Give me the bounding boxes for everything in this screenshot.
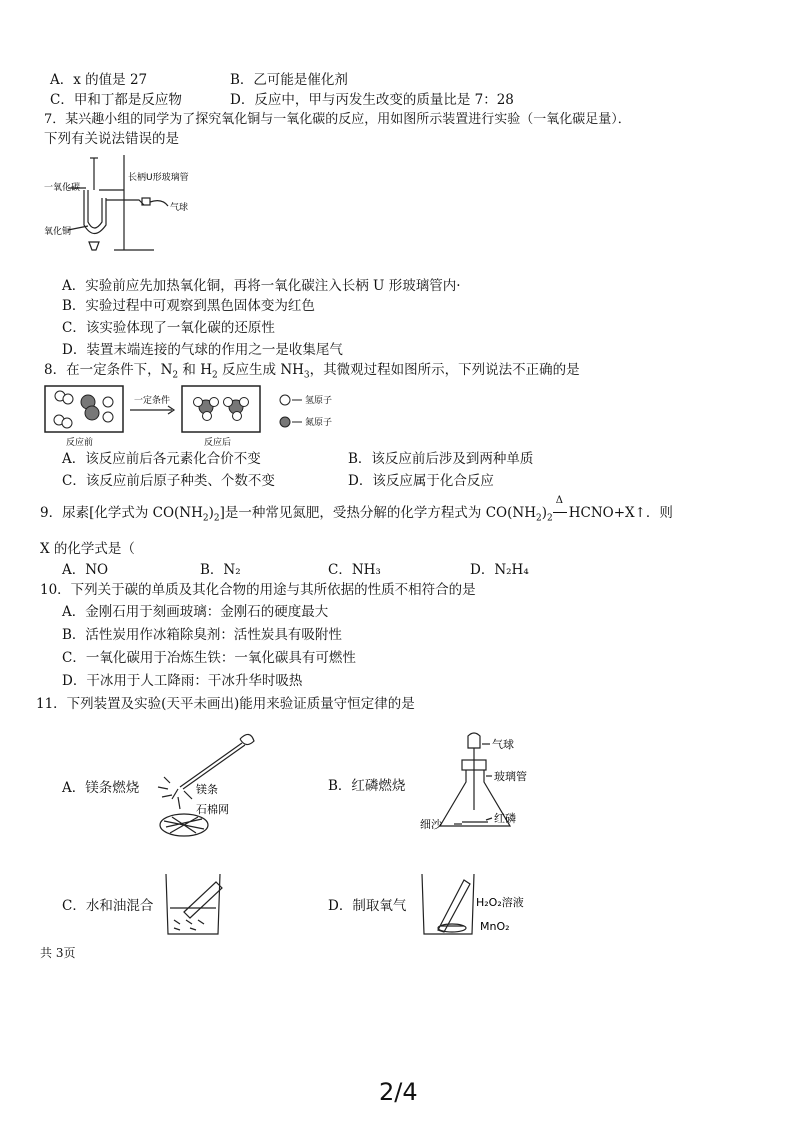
q11d-label-mno2: MnO₂ xyxy=(480,920,510,933)
q9-option-d: D．N₂H₄ xyxy=(470,562,529,578)
q9-option-a: A．NO xyxy=(62,562,109,578)
q6-option-d: D．反应中，甲与丙发生改变的质量比是 7：28 xyxy=(230,92,514,108)
footer-total-pages: 共 3页 xyxy=(40,946,76,960)
q8-option-a: A．该反应前后各元素化合价不变 xyxy=(62,451,261,467)
q8-stem: 8．在一定条件下，$N_2$ 和 $H_2$ 反应生成 $NH_3$，其微观过程如图所示，下列说法不正确的是 xyxy=(44,362,580,381)
q7-label-balloon: 气球 xyxy=(170,203,189,213)
q7-label-co: 一氧化碳 xyxy=(44,183,81,193)
q11-option-c: C．水和油混合 xyxy=(62,898,154,914)
q7-stem-line1: 7．某兴趣小组的同学为了探究氧化铜与一氧化碳的反应，用如图所示装置进行实验（一氧化碳足量）． xyxy=(44,112,631,127)
page-number: 2/4 xyxy=(379,1078,418,1106)
q11c-water-oil-figure xyxy=(160,868,232,940)
q9-heat-symbol: Δ xyxy=(555,495,563,506)
q11a-label-gauze: 石棉网 xyxy=(196,803,229,816)
q6-option-b: B．乙可能是催化剂 xyxy=(230,72,348,88)
q8-option-c: C．该反应前后原子种类、个数不变 xyxy=(62,473,275,489)
q9-option-b: B．N₂ xyxy=(200,562,241,578)
q8-after-label: 反应后 xyxy=(204,438,232,448)
q7-option-b: B．实验过程中可观察到黑色固体变为红色 xyxy=(62,298,315,314)
q8-arrow-label: 一定条件 xyxy=(134,396,171,406)
q10-option-b: B．活性炭用作冰箱除臭剂：活性炭具有吸附性 xyxy=(62,627,342,643)
q11-option-d: D．制取氧气 xyxy=(328,898,407,914)
q11b-label-red-phosphorus: 红磷 xyxy=(494,812,516,825)
q7-label-tube: 长柄U形玻璃管 xyxy=(128,173,189,183)
q8-option-b: B．该反应前后涉及到两种单质 xyxy=(348,451,534,467)
q11b-label-glass-tube: 玻璃管 xyxy=(494,770,527,783)
q8-micro-diagram xyxy=(44,383,374,449)
q11b-phosphorus-figure xyxy=(418,730,548,840)
q7-option-d: D．装置末端连接的气球的作用之一是收集尾气 xyxy=(62,342,343,358)
q11a-magnesium-figure xyxy=(150,725,280,845)
q6-option-a: A．x 的值是 27 xyxy=(50,72,148,88)
q10-stem: 10．下列关于碳的单质及其化合物的用途与其所依据的性质不相符合的是 xyxy=(40,582,476,598)
q11-option-a: A．镁条燃烧 xyxy=(62,780,140,796)
q11-option-b: B．红磷燃烧 xyxy=(328,778,406,794)
q11b-label-sand: 细沙 xyxy=(420,818,442,831)
q11d-oxygen-figure xyxy=(418,870,548,942)
q9-stem: 9．尿素[化学式为 $CO(NH_2)_2$]是一种常见氮肥，受热分解的化学方程式为 $CO(NH_2)_2$ Δ HCNO+X↑．则 xyxy=(40,495,673,524)
q7-option-c: C．该实验体现了一氧化碳的还原性 xyxy=(62,320,275,336)
q11d-label-h2o2: H₂O₂溶液 xyxy=(476,896,524,909)
q7-apparatus-figure xyxy=(44,150,194,255)
q8-legend-nitrogen: 氮原子 xyxy=(305,418,333,428)
q9-option-c: C．NH₃ xyxy=(328,562,381,578)
q6-option-c: C．甲和丁都是反应物 xyxy=(50,92,182,108)
q7-option-a: A．实验前应先加热氧化铜，再将一氧化碳注入长柄 U 形玻璃管内· xyxy=(62,278,461,294)
q11-stem: 11．下列装置及实验(天平未画出)能用来验证质量守恒定律的是 xyxy=(36,696,415,712)
q10-option-a: A．金刚石用于刻画玻璃：金刚石的硬度最大 xyxy=(62,604,329,620)
q7-label-cuo: 氧化铜 xyxy=(44,227,72,237)
q11b-label-balloon: 气球 xyxy=(492,738,514,751)
q11a-label-mg: 镁条 xyxy=(196,783,218,796)
q8-before-label: 反应前 xyxy=(66,438,94,448)
q8-option-d: D．该反应属于化合反应 xyxy=(348,473,494,489)
q9-stem-line2: X 的化学式是（ xyxy=(40,541,135,557)
q7-stem-line2: 下列有关说法错误的是 xyxy=(44,131,179,147)
q10-option-d: D．干冰用于人工降雨：干冰升华时吸热 xyxy=(62,673,303,689)
q10-option-c: C．一氧化碳用于冶炼生铁：一氧化碳具有可燃性 xyxy=(62,650,356,666)
q8-legend-hydrogen: 氢原子 xyxy=(305,396,333,406)
